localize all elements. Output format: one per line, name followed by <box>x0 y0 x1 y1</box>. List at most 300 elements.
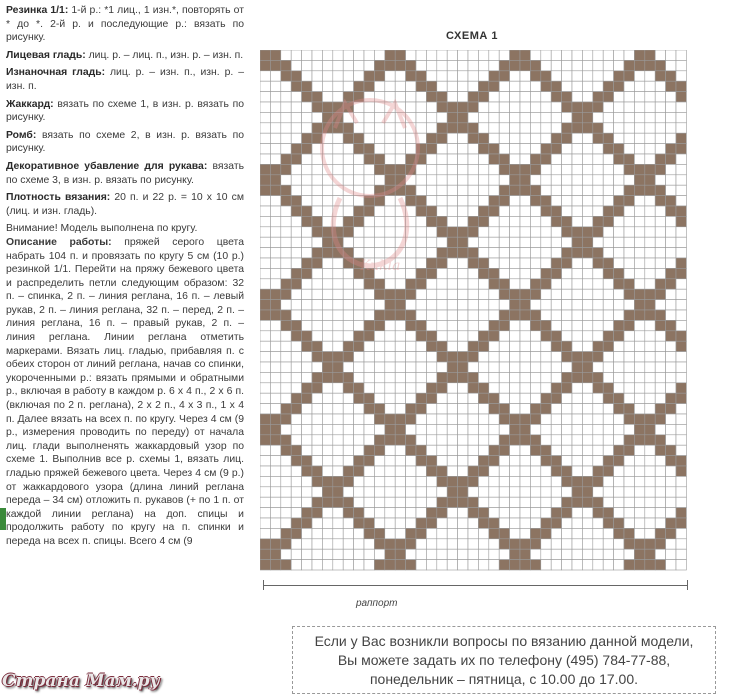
chart-cell <box>603 227 613 237</box>
chart-cell <box>478 112 488 122</box>
chart-cell <box>291 414 301 424</box>
chart-cell <box>499 372 509 382</box>
chart-cell <box>322 497 332 507</box>
chart-cell <box>530 175 540 185</box>
chart-cell <box>322 414 332 424</box>
chart-cell <box>343 279 353 289</box>
chart-cell <box>478 466 488 476</box>
chart-cell <box>520 372 530 382</box>
chart-cell <box>510 466 520 476</box>
chart-cell <box>447 289 457 299</box>
chart-cell <box>562 456 572 466</box>
chart-cell <box>468 279 478 289</box>
chart-cell <box>645 154 655 164</box>
chart-cell <box>333 445 343 455</box>
chart-cell <box>666 289 676 299</box>
chart-cell <box>530 362 540 372</box>
chart-cell <box>364 352 374 362</box>
chart-cell <box>603 102 613 112</box>
chart-cell <box>270 185 280 195</box>
chart-cell <box>489 268 499 278</box>
chart-cell <box>655 445 665 455</box>
chart-cell <box>458 341 468 351</box>
chart-cell <box>666 466 676 476</box>
chart-cell <box>520 539 530 549</box>
chart-cell <box>541 50 551 60</box>
chart-cell <box>333 435 343 445</box>
chart-cell <box>291 248 301 258</box>
chart-cell <box>520 144 530 154</box>
chart-cell <box>530 352 540 362</box>
chart-cell <box>343 487 353 497</box>
chart-cell <box>510 258 520 268</box>
chart-cell <box>655 175 665 185</box>
chart-cell <box>260 549 270 559</box>
chart-cell <box>510 60 520 70</box>
chart-cell <box>541 60 551 70</box>
chart-cell <box>322 445 332 455</box>
chart-cell <box>634 320 644 330</box>
chart-cell <box>354 445 364 455</box>
chart-cell <box>530 341 540 351</box>
chart-cell <box>510 227 520 237</box>
chart-cell <box>634 71 644 81</box>
chart-cell <box>354 393 364 403</box>
chart-cell <box>655 237 665 247</box>
chart-cell <box>468 92 478 102</box>
chart-cell <box>624 539 634 549</box>
chart-cell <box>624 372 634 382</box>
chart-cell <box>624 393 634 403</box>
chart-cell <box>385 289 395 299</box>
chart-cell <box>458 549 468 559</box>
chart-cell <box>260 372 270 382</box>
chart-cell <box>364 341 374 351</box>
chart-cell <box>634 404 644 414</box>
chart-cell <box>520 487 530 497</box>
chart-cell <box>645 102 655 112</box>
chart-cell <box>510 196 520 206</box>
chart-cell <box>374 549 384 559</box>
chart-cell <box>510 414 520 424</box>
chart-cell <box>541 112 551 122</box>
chart-cell <box>530 497 540 507</box>
chart-cell <box>478 50 488 60</box>
chart-cell <box>447 258 457 268</box>
chart-cell <box>530 123 540 133</box>
chart-cell <box>270 352 280 362</box>
chart-cell <box>395 289 405 299</box>
chart-cell <box>530 383 540 393</box>
chart-cell <box>530 424 540 434</box>
chart-cell <box>364 310 374 320</box>
chart-cell <box>395 383 405 393</box>
chart-cell <box>655 144 665 154</box>
chart-cell <box>260 466 270 476</box>
chart-cell <box>530 549 540 559</box>
chart-cell <box>603 362 613 372</box>
chart-cell <box>333 424 343 434</box>
chart-cell <box>291 518 301 528</box>
chart-cell <box>447 383 457 393</box>
chart-cell <box>530 331 540 341</box>
chart-cell <box>364 60 374 70</box>
chart-cell <box>437 289 447 299</box>
chart-cell <box>666 102 676 112</box>
chart-cell <box>354 60 364 70</box>
chart-cell <box>395 508 405 518</box>
chart-cell <box>510 383 520 393</box>
chart-cell <box>385 414 395 424</box>
chart-cell <box>582 341 592 351</box>
chart-cell <box>489 164 499 174</box>
chart-cell <box>437 258 447 268</box>
chart-cell <box>624 341 634 351</box>
chart-cell <box>634 102 644 112</box>
chart-cell <box>270 341 280 351</box>
chart-cell <box>593 237 603 247</box>
chart-cell <box>416 435 426 445</box>
chart-cell <box>593 248 603 258</box>
chart-cell <box>364 362 374 372</box>
chart-cell <box>260 258 270 268</box>
chart-cell <box>364 300 374 310</box>
chart-cell <box>426 456 436 466</box>
chart-cell <box>343 300 353 310</box>
chart-cell <box>645 487 655 497</box>
chart-cell <box>374 50 384 60</box>
chart-cell <box>343 549 353 559</box>
chart-cell <box>291 102 301 112</box>
chart-cell <box>572 123 582 133</box>
chart-cell <box>593 268 603 278</box>
chart-cell <box>603 133 613 143</box>
chart-cell <box>260 331 270 341</box>
chart-cell <box>676 248 686 258</box>
chart-cell <box>655 196 665 206</box>
chart-cell <box>666 539 676 549</box>
chart-cell <box>406 393 416 403</box>
chart-cell <box>322 279 332 289</box>
chart-cell <box>655 487 665 497</box>
chart-cell <box>447 71 457 81</box>
chart-cell <box>541 289 551 299</box>
chart-cell <box>541 341 551 351</box>
chart-cell <box>582 435 592 445</box>
chart-cell <box>478 445 488 455</box>
chart-cell <box>624 81 634 91</box>
chart-cell <box>312 414 322 424</box>
chart-cell <box>541 310 551 320</box>
chart-cell <box>343 331 353 341</box>
chart-cell <box>614 341 624 351</box>
chart-cell <box>374 518 384 528</box>
chart-cell <box>593 154 603 164</box>
chart-cell <box>489 279 499 289</box>
chart-cell <box>281 216 291 226</box>
chart-cell <box>354 424 364 434</box>
chart-cell <box>645 424 655 434</box>
chart-cell <box>281 92 291 102</box>
chart-cell <box>478 435 488 445</box>
chart-cell <box>572 435 582 445</box>
chart-cell <box>582 560 592 570</box>
chart-cell <box>385 320 395 330</box>
chart-cell <box>624 362 634 372</box>
chart-cell <box>437 50 447 60</box>
chart-cell <box>302 476 312 486</box>
chart-cell <box>281 196 291 206</box>
chart-cell <box>333 456 343 466</box>
chart-cell <box>406 497 416 507</box>
chart-cell <box>562 289 572 299</box>
chart-cell <box>572 466 582 476</box>
chart-cell <box>676 445 686 455</box>
chart-cell <box>572 445 582 455</box>
chart-cell <box>489 227 499 237</box>
chart-cell <box>291 227 301 237</box>
chart-cell <box>582 133 592 143</box>
chart-cell <box>374 279 384 289</box>
chart-cell <box>593 560 603 570</box>
chart-cell <box>645 112 655 122</box>
chart-cell <box>416 445 426 455</box>
chart-cell <box>312 372 322 382</box>
chart-cell <box>468 123 478 133</box>
chart-cell <box>364 372 374 382</box>
chart-cell <box>499 383 509 393</box>
chart-cell <box>281 50 291 60</box>
chart-cell <box>281 445 291 455</box>
chart-cell <box>416 508 426 518</box>
chart-cell <box>562 112 572 122</box>
chart-cell <box>614 414 624 424</box>
chart-cell <box>572 508 582 518</box>
chart-cell <box>676 456 686 466</box>
chart-cell <box>624 487 634 497</box>
chart-cell <box>385 300 395 310</box>
chart-cell <box>593 196 603 206</box>
chart-cell <box>499 268 509 278</box>
chart-cell <box>655 414 665 424</box>
chart-cell <box>437 71 447 81</box>
chart-cell <box>530 206 540 216</box>
chart-cell <box>593 383 603 393</box>
chart-cell <box>302 320 312 330</box>
chart-cell <box>624 206 634 216</box>
chart-cell <box>458 123 468 133</box>
chart-cell <box>343 508 353 518</box>
chart-cell <box>510 476 520 486</box>
chart-cell <box>281 476 291 486</box>
chart-cell <box>520 164 530 174</box>
chart-cell <box>499 560 509 570</box>
chart-cell <box>478 528 488 538</box>
chart-cell <box>437 123 447 133</box>
chart-cell <box>624 435 634 445</box>
chart-cell <box>541 476 551 486</box>
chart-cell <box>406 289 416 299</box>
chart-cell <box>603 445 613 455</box>
chart-cell <box>572 456 582 466</box>
chart-cell <box>666 456 676 466</box>
chart-cell <box>624 258 634 268</box>
chart-cell <box>499 341 509 351</box>
chart-cell <box>634 237 644 247</box>
chart-cell <box>655 112 665 122</box>
chart-cell <box>437 508 447 518</box>
chart-cell <box>603 497 613 507</box>
chart-cell <box>281 123 291 133</box>
chart-cell <box>458 112 468 122</box>
chart-cell <box>281 320 291 330</box>
chart-cell <box>447 102 457 112</box>
chart-cell <box>562 237 572 247</box>
chart-cell <box>426 393 436 403</box>
chart-cell <box>302 71 312 81</box>
chart-cell <box>593 487 603 497</box>
chart-cell <box>676 50 686 60</box>
chart-cell <box>520 92 530 102</box>
chart-cell <box>603 310 613 320</box>
chart-cell <box>676 487 686 497</box>
chart-cell <box>270 175 280 185</box>
chart-cell <box>322 518 332 528</box>
chart-cell <box>530 185 540 195</box>
chart-cell <box>562 268 572 278</box>
chart-cell <box>499 476 509 486</box>
chart-cell <box>666 383 676 393</box>
chart-cell <box>281 279 291 289</box>
chart-cell <box>530 237 540 247</box>
chart-cell <box>322 393 332 403</box>
chart-cell <box>520 196 530 206</box>
chart-cell <box>270 539 280 549</box>
chart-cell <box>478 154 488 164</box>
chart-cell <box>322 435 332 445</box>
instruction-stockinette: Лицевая гладь: лиц. р. – лиц. п., изн. р. – изн. п. <box>6 49 244 61</box>
chart-cell <box>666 206 676 216</box>
chart-cell <box>645 81 655 91</box>
chart-cell <box>499 497 509 507</box>
chart-cell <box>312 60 322 70</box>
chart-cell <box>510 268 520 278</box>
chart-cell <box>655 393 665 403</box>
chart-cell <box>499 92 509 102</box>
chart-cell <box>551 456 561 466</box>
chart-cell <box>458 133 468 143</box>
chart-cell <box>614 539 624 549</box>
chart-cell <box>645 331 655 341</box>
chart-cell <box>551 216 561 226</box>
chart-cell <box>458 320 468 330</box>
chart-cell <box>478 185 488 195</box>
chart-cell <box>416 310 426 320</box>
chart-cell <box>562 424 572 434</box>
chart-cell <box>364 560 374 570</box>
chart-cell <box>302 435 312 445</box>
chart-cell <box>312 445 322 455</box>
chart-cell <box>322 60 332 70</box>
chart-cell <box>655 185 665 195</box>
chart-cell <box>520 123 530 133</box>
chart-cell <box>551 102 561 112</box>
chart-cell <box>634 539 644 549</box>
chart-cell <box>260 175 270 185</box>
chart-cell <box>395 71 405 81</box>
chart-cell <box>458 164 468 174</box>
chart-cell <box>551 414 561 424</box>
chart-cell <box>416 414 426 424</box>
chart-cell <box>582 424 592 434</box>
chart-cell <box>468 144 478 154</box>
chart-cell <box>666 476 676 486</box>
chart-cell <box>385 476 395 486</box>
chart-cell <box>458 352 468 362</box>
chart-cell <box>354 414 364 424</box>
chart-cell <box>385 539 395 549</box>
chart-cell <box>333 60 343 70</box>
chart-cell <box>541 196 551 206</box>
chart-cell <box>354 528 364 538</box>
chart-cell <box>478 549 488 559</box>
chart-cell <box>655 216 665 226</box>
chart-cell <box>634 362 644 372</box>
chart-cell <box>562 175 572 185</box>
chart-cell <box>478 237 488 247</box>
chart-cell <box>551 424 561 434</box>
chart-cell <box>603 300 613 310</box>
chart-cell <box>551 445 561 455</box>
chart-cell <box>603 549 613 559</box>
chart-cell <box>395 528 405 538</box>
chart-cell <box>354 466 364 476</box>
chart-cell <box>260 133 270 143</box>
instruction-sleeve-decrease: Декоративное убавление для рукава: вязать по схеме 3, в изн. р. вязать по рисунку. <box>6 160 244 186</box>
chart-cell <box>572 487 582 497</box>
chart-cell <box>593 435 603 445</box>
chart-cell <box>676 175 686 185</box>
chart-cell <box>385 279 395 289</box>
chart-cell <box>582 476 592 486</box>
chart-cell <box>291 60 301 70</box>
chart-cell <box>281 248 291 258</box>
chart-cell <box>499 248 509 258</box>
chart-cell <box>655 164 665 174</box>
chart-cell <box>562 341 572 351</box>
chart-cell <box>645 528 655 538</box>
chart-cell <box>624 528 634 538</box>
chart-cell <box>614 81 624 91</box>
chart-cell <box>551 341 561 351</box>
chart-cell <box>582 123 592 133</box>
chart-cell <box>291 71 301 81</box>
chart-cell <box>416 289 426 299</box>
chart-cell <box>458 154 468 164</box>
chart-cell <box>260 487 270 497</box>
chart-cell <box>562 92 572 102</box>
chart-cell <box>541 268 551 278</box>
chart-cell <box>499 133 509 143</box>
chart-cell <box>333 279 343 289</box>
chart-cell <box>374 508 384 518</box>
chart-cell <box>572 81 582 91</box>
chart-cell <box>437 560 447 570</box>
chart-cell <box>614 560 624 570</box>
chart-cell <box>416 560 426 570</box>
chart-cell <box>374 352 384 362</box>
chart-cell <box>530 227 540 237</box>
